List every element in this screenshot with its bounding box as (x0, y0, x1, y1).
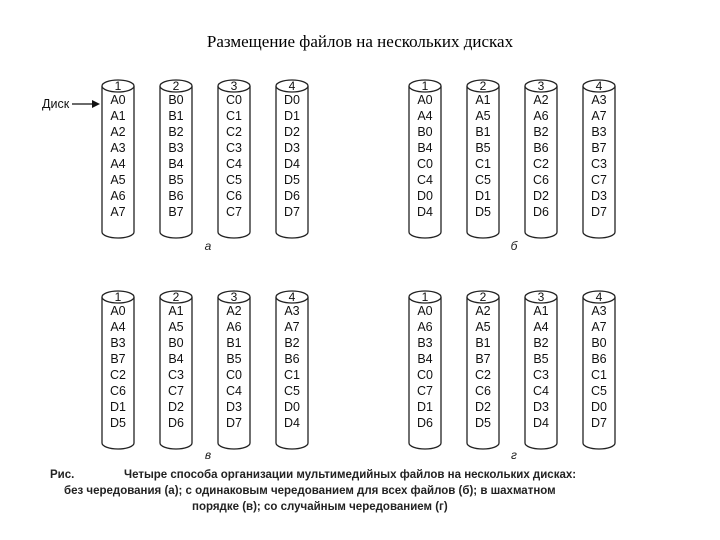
block-label: C4 (417, 173, 433, 187)
caption-line-3: порядке (в); со случайным чередованием (г) (192, 501, 448, 513)
disk-number: 3 (537, 79, 545, 93)
block-label: A7 (284, 320, 300, 334)
panel-label: б (510, 239, 518, 253)
block-label: D6 (284, 189, 300, 203)
block-label: A5 (168, 320, 184, 334)
block-label: C0 (417, 368, 433, 382)
disk-pointer-label: Диск (42, 97, 70, 111)
disk-number: 1 (421, 79, 429, 93)
block-label: B0 (417, 125, 433, 139)
block-label: A3 (110, 141, 126, 155)
block-label: A4 (417, 109, 433, 123)
block-label: B3 (168, 141, 184, 155)
disk-pointer-arrowhead (92, 100, 100, 108)
block-label: C2 (226, 125, 242, 139)
block-label: A7 (110, 205, 126, 219)
block-label: B4 (168, 157, 184, 171)
block-label: D5 (475, 416, 491, 430)
block-label: A6 (110, 189, 126, 203)
panel-label: а (204, 239, 212, 253)
block-label: A0 (110, 93, 126, 107)
block-label: B0 (168, 336, 184, 350)
block-label: B2 (168, 125, 184, 139)
disk-2 (467, 290, 499, 449)
block-label: D5 (110, 416, 126, 430)
block-label: C2 (475, 368, 491, 382)
block-label: D1 (475, 189, 491, 203)
block-label: D6 (168, 416, 184, 430)
block-label: A1 (475, 93, 491, 107)
block-label: D1 (417, 400, 433, 414)
block-label: A3 (591, 304, 607, 318)
block-label: B2 (284, 336, 300, 350)
block-label: D1 (284, 109, 300, 123)
block-label: D7 (226, 416, 242, 430)
block-label: D2 (284, 125, 300, 139)
block-label: D2 (475, 400, 491, 414)
block-label: B3 (110, 336, 126, 350)
block-label: D3 (533, 400, 549, 414)
block-label: A1 (168, 304, 184, 318)
panel-в (102, 290, 308, 462)
block-label: C2 (533, 157, 549, 171)
disk-number: 2 (172, 79, 180, 93)
block-label: A0 (110, 304, 126, 318)
block-label: B0 (591, 336, 607, 350)
block-label: A4 (110, 320, 126, 334)
block-label: C3 (168, 368, 184, 382)
block-label: D3 (284, 141, 300, 155)
block-label: B2 (533, 336, 549, 350)
figure-caption (0, 468, 720, 518)
block-label: B6 (591, 352, 607, 366)
block-label: D0 (284, 93, 300, 107)
block-label: C6 (533, 173, 549, 187)
block-label: D6 (533, 205, 549, 219)
block-label: B1 (475, 336, 491, 350)
block-label: B4 (417, 352, 433, 366)
disk-number: 3 (537, 290, 545, 304)
disk-4 (583, 79, 615, 238)
block-label: A4 (110, 157, 126, 171)
block-label: B1 (475, 125, 491, 139)
disk-1 (102, 290, 134, 449)
disk-3 (218, 290, 250, 449)
block-label: B1 (168, 109, 184, 123)
disk-4 (276, 79, 308, 238)
disk-2 (467, 79, 499, 238)
block-label: B6 (168, 189, 184, 203)
block-label: D5 (284, 173, 300, 187)
block-label: C0 (226, 368, 242, 382)
block-label: A6 (417, 320, 433, 334)
block-label: B7 (110, 352, 126, 366)
block-label: A0 (417, 93, 433, 107)
block-label: B6 (533, 141, 549, 155)
block-label: A2 (475, 304, 491, 318)
block-label: B4 (168, 352, 184, 366)
disk-1 (102, 79, 134, 238)
block-label: C7 (591, 173, 607, 187)
disk-number: 2 (479, 290, 487, 304)
block-label: A5 (475, 109, 491, 123)
block-label: C1 (591, 368, 607, 382)
block-label: D7 (591, 205, 607, 219)
panel-label: г (511, 448, 517, 462)
block-label: A2 (533, 93, 549, 107)
disk-number: 3 (230, 290, 238, 304)
disk-3 (525, 79, 557, 238)
block-label: C7 (417, 384, 433, 398)
block-label: C2 (110, 368, 126, 382)
block-label: D4 (284, 416, 300, 430)
block-label: A7 (591, 109, 607, 123)
block-label: A2 (226, 304, 242, 318)
disk-number: 4 (288, 290, 296, 304)
block-label: B1 (226, 336, 242, 350)
disk-number: 1 (114, 290, 122, 304)
disk-number: 3 (230, 79, 238, 93)
block-label: A3 (284, 304, 300, 318)
block-label: C4 (533, 384, 549, 398)
block-label: C5 (591, 384, 607, 398)
block-label: D4 (417, 205, 433, 219)
panel-а (102, 79, 308, 253)
block-label: D3 (591, 189, 607, 203)
block-label: C3 (591, 157, 607, 171)
panel-г (409, 290, 615, 462)
block-label: D7 (591, 416, 607, 430)
block-label: B3 (591, 125, 607, 139)
block-label: B5 (475, 141, 491, 155)
disk-number: 1 (421, 290, 429, 304)
block-label: A5 (110, 173, 126, 187)
disk-3 (525, 290, 557, 449)
disk-1 (409, 290, 441, 449)
panel-б (409, 79, 615, 253)
block-label: D0 (591, 400, 607, 414)
block-label: C4 (226, 157, 242, 171)
block-label: A7 (591, 320, 607, 334)
block-label: D0 (284, 400, 300, 414)
block-label: D4 (533, 416, 549, 430)
disk-number: 4 (595, 79, 603, 93)
block-label: C6 (226, 189, 242, 203)
disk-4 (583, 290, 615, 449)
block-label: C0 (226, 93, 242, 107)
disk-2 (160, 79, 192, 238)
disk-3 (218, 79, 250, 238)
block-label: B6 (284, 352, 300, 366)
block-label: C5 (475, 173, 491, 187)
block-label: A6 (533, 109, 549, 123)
block-label: D7 (284, 205, 300, 219)
disk-number: 4 (288, 79, 296, 93)
caption-line-1: Четыре способа организации мультимедийных файлов на нескольких дисках: (124, 469, 577, 481)
block-label: A1 (110, 109, 126, 123)
block-label: B4 (417, 141, 433, 155)
block-label: B7 (591, 141, 607, 155)
block-label: A4 (533, 320, 549, 334)
block-label: B2 (533, 125, 549, 139)
block-label: A5 (475, 320, 491, 334)
block-label: B5 (168, 173, 184, 187)
disk-2 (160, 290, 192, 449)
block-label: B3 (417, 336, 433, 350)
disk-number: 2 (479, 79, 487, 93)
block-label: B5 (533, 352, 549, 366)
disk-4 (276, 290, 308, 449)
disk-1 (409, 79, 441, 238)
block-label: D2 (533, 189, 549, 203)
block-label: D0 (417, 189, 433, 203)
block-label: C7 (168, 384, 184, 398)
block-label: A6 (226, 320, 242, 334)
block-label: D4 (284, 157, 300, 171)
block-label: C3 (533, 368, 549, 382)
block-label: C5 (226, 173, 242, 187)
block-label: A0 (417, 304, 433, 318)
block-label: C4 (226, 384, 242, 398)
block-label: C1 (226, 109, 242, 123)
caption-prefix: Рис. (50, 469, 75, 481)
block-label: C1 (284, 368, 300, 382)
block-label: C6 (110, 384, 126, 398)
panel-label: в (204, 448, 212, 462)
block-label: A2 (110, 125, 126, 139)
block-label: D2 (168, 400, 184, 414)
block-label: C0 (417, 157, 433, 171)
block-label: A1 (533, 304, 549, 318)
disk-number: 2 (172, 290, 180, 304)
slide-title: Размещение файлов на нескольких дисках (206, 32, 514, 51)
block-label: C5 (284, 384, 300, 398)
block-label: C7 (226, 205, 242, 219)
block-label: D6 (417, 416, 433, 430)
block-label: B5 (226, 352, 242, 366)
block-label: B7 (475, 352, 491, 366)
block-label: A3 (591, 93, 607, 107)
block-label: D5 (475, 205, 491, 219)
block-label: D1 (110, 400, 126, 414)
block-label: C1 (475, 157, 491, 171)
caption-line-2: без чередования (а); с одинаковым чередованием для всех файлов (б); в шахматном (64, 485, 556, 497)
block-label: B0 (168, 93, 184, 107)
block-label: C3 (226, 141, 242, 155)
disk-number: 4 (595, 290, 603, 304)
block-label: C6 (475, 384, 491, 398)
block-label: B7 (168, 205, 184, 219)
block-label: D3 (226, 400, 242, 414)
disk-number: 1 (114, 79, 122, 93)
